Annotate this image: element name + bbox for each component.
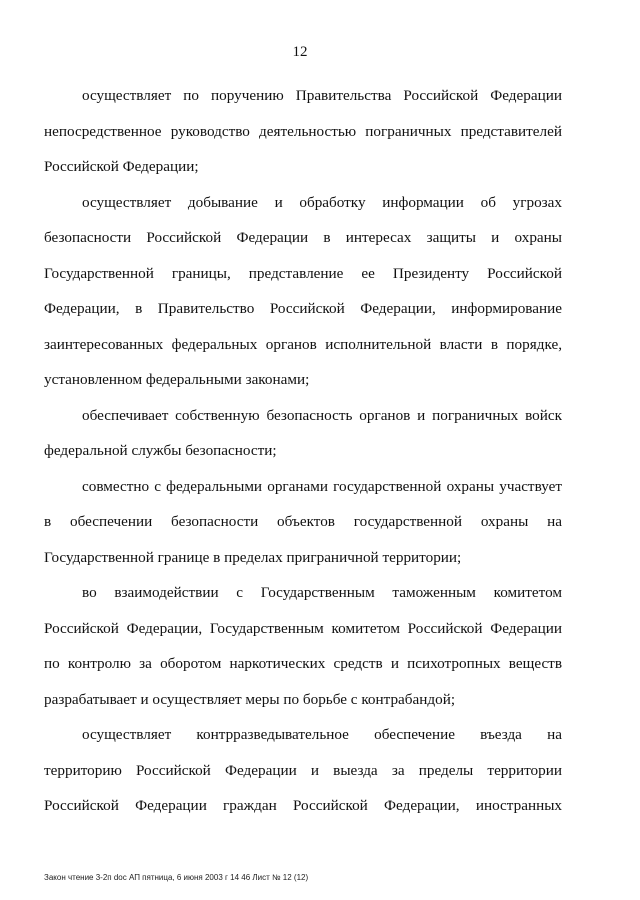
text-line: по контролю за оборотом наркотических средств и психотропных веществ	[44, 655, 562, 672]
page-number: 12	[292, 44, 308, 60]
text-line: совместно с федеральными органами государственной охраны участвует	[82, 477, 562, 495]
text-line: Государственной границы, представление ее Президенту Российской	[44, 264, 562, 282]
text-line: обеспечивает собственную безопасность органов и пограничных войск	[82, 406, 562, 424]
text-line: осуществляет по поручению Правительства Российской Федерации	[82, 87, 562, 104]
text-line: в обеспечении безопасности объектов государственной охраны на	[44, 513, 562, 530]
text-line: осуществляет контрразведывательное обеспечение въезда на	[82, 726, 562, 743]
text-line: во взаимодействии с Государственным таможенным комитетом	[82, 584, 562, 601]
text-line: разрабатывает и осуществляет меры по борьбе с контрабандой;	[44, 690, 456, 708]
page-footer: Закон чтение 3-2п doc АП пятница, 6 июня 2003 г 14 46 Лист № 12 (12)	[44, 873, 309, 882]
text-line: Федерации, в Правительство Российской Федерации, информирование	[44, 300, 562, 317]
text-line: Государственной границе в пределах приграничной территории;	[44, 548, 462, 566]
text-line: осуществляет добывание и обработку информации об угрозах	[82, 193, 562, 211]
document-body	[44, 78, 562, 824]
text-line: заинтересованных федеральных органов исполнительной власти в порядке,	[44, 335, 562, 353]
text-line: территорию Российской Федерации и выезда за пределы территории	[44, 761, 562, 779]
text-line: федеральной службы безопасности;	[44, 442, 277, 459]
text-line: Российской Федерации, Государственным комитетом Российской Федерации	[44, 619, 562, 637]
text-line: непосредственное руководство деятельностью пограничных представителей	[44, 122, 562, 140]
text-line: безопасности Российской Федерации в интересах защиты и охраны	[44, 229, 562, 246]
text-line: Российской Федерации;	[44, 158, 199, 175]
text-line: Российской Федерации граждан Российской Федерации, иностранных	[44, 797, 562, 814]
text-line: установленном федеральными законами;	[44, 371, 310, 388]
